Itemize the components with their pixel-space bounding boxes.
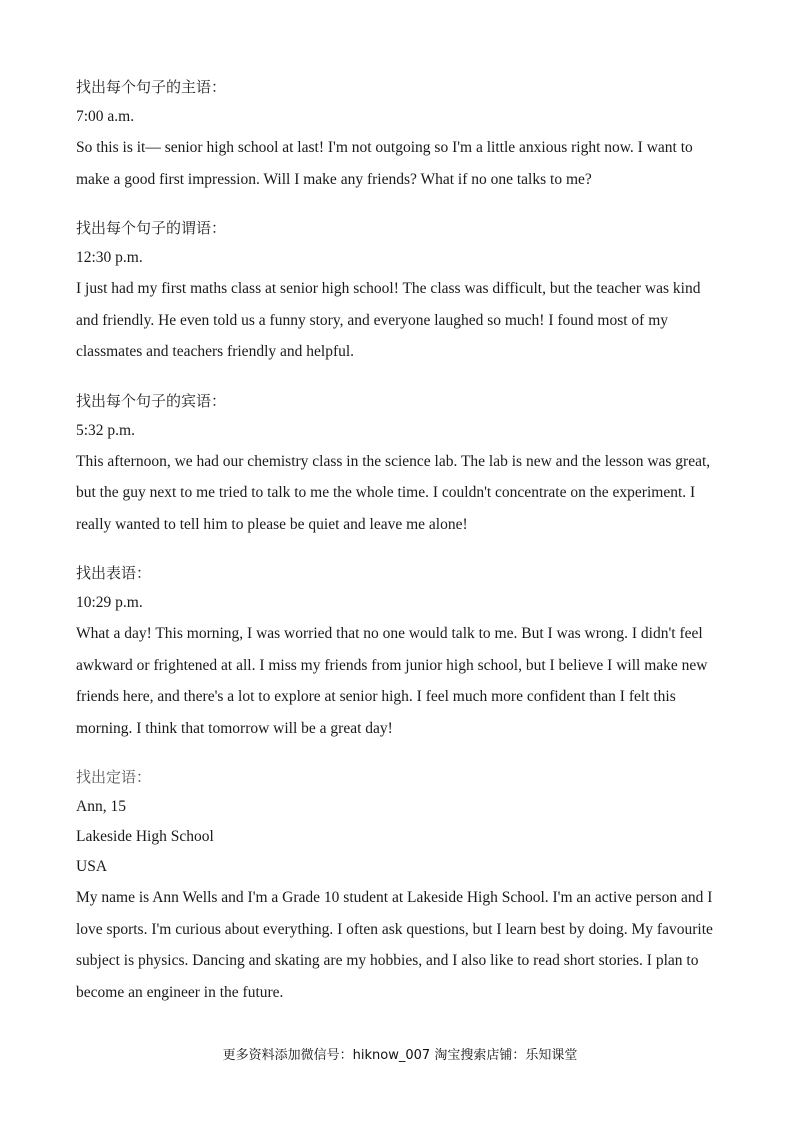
section-predicative <box>76 558 726 744</box>
section-object <box>76 386 726 541</box>
entry-time: 5:32 p.m. <box>76 421 135 439</box>
entry-paragraph: So this is it— senior high school at last! I'm not outgoing so I'm a little anxious right now. I want to make a good first impression. Will I make any friends? What if no one talks to me? <box>76 139 693 188</box>
entry-paragraph: What a day! This morning, I was worried that no one would talk to me. But I was wrong. I didn't feel awkward or frightened at all. I miss my friends from junior high school, but I believe I will make new friends here, and there's a lot to explore at senior high. I feel much more confident than I felt this morning. I think that tomorrow will be a great day! <box>76 625 708 737</box>
section-attributive <box>76 762 726 1008</box>
section-predicate <box>76 213 726 368</box>
section-heading: 找出表语： <box>76 564 152 582</box>
entry-time: 7:00 a.m. <box>76 108 135 125</box>
section-heading: 找出每个句子的宾语： <box>76 391 227 410</box>
entry-paragraph: I just had my first maths class at senior high school! The class was difficult, but the teacher was kind and friendly. He even told us a funny story, and everyone laughed so much! I found most of my classmates and teachers friendly and helpful. <box>76 280 701 360</box>
document-body <box>76 72 726 1026</box>
entry-time: 12:30 p.m. <box>76 249 143 266</box>
profile-name: Ann, 15 <box>76 798 126 815</box>
profile-country: USA <box>76 858 108 875</box>
section-heading: 找出定语： <box>76 768 152 786</box>
section-heading: 找出每个句子的谓语： <box>76 219 227 237</box>
section-heading: 找出每个句子的主语： <box>76 78 227 96</box>
profile-paragraph: My name is Ann Wells and I'm a Grade 10 student at Lakeside High School. I'm an active person and I love sports. I'm curious about everything. I often ask questions, but I learn best by doing. My favourite subject is physics. Dancing and skating are my hobbies, and I also like to read short stories. I plan to become an engineer in the future. <box>76 889 713 1001</box>
entry-paragraph: This afternoon, we had our chemistry class in the science lab. The lab is new and the lesson was great, but the guy next to me tried to talk to me the whole time. I couldn't concentrate on the experiment. I really wanted to tell him to please be quiet and leave me alone! <box>76 452 711 533</box>
footer-note: 更多资料添加微信号：hiknow_007 淘宝搜索店铺：乐知课堂 <box>222 1048 578 1063</box>
profile-school: Lakeside High School <box>76 828 214 845</box>
section-subject <box>76 72 726 195</box>
entry-time: 10:29 p.m. <box>76 594 143 611</box>
